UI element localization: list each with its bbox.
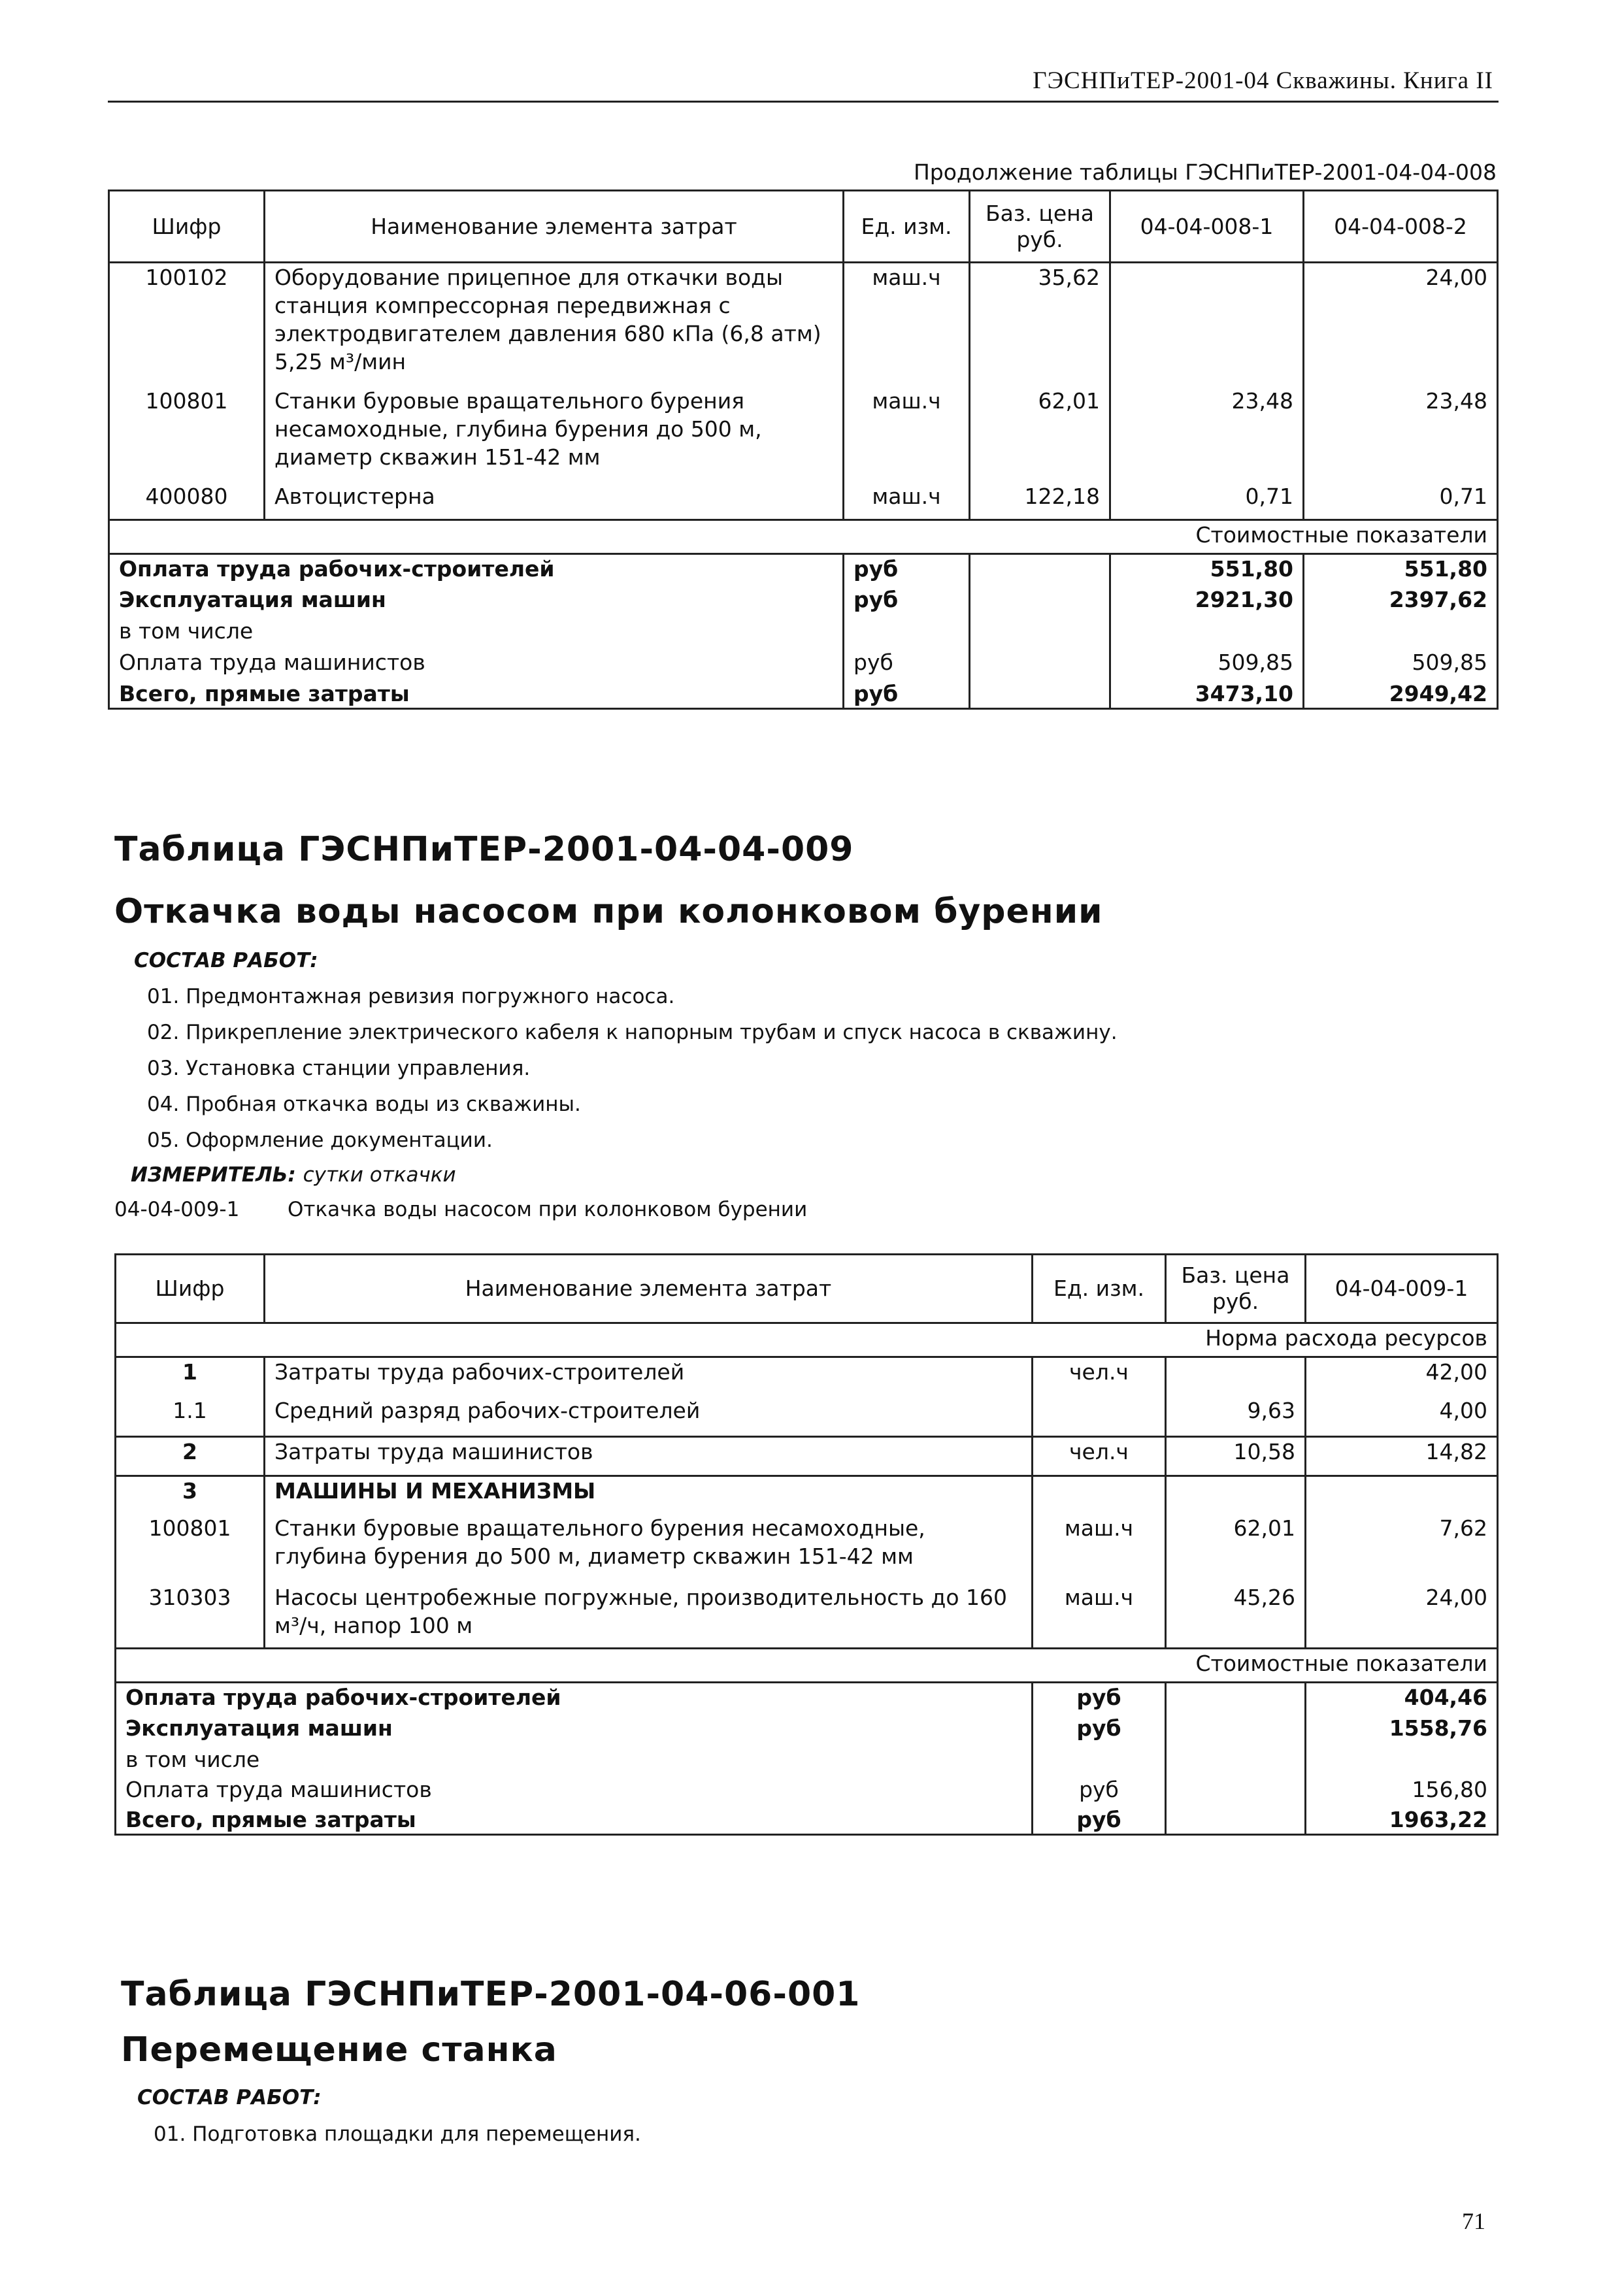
cost-indicators-row xyxy=(116,1649,1498,1683)
summary-value-1: 3473,10 xyxy=(1110,680,1304,709)
resource-table-04-04-009 xyxy=(114,1253,1499,1836)
summary-value-2: 551,80 xyxy=(1304,554,1498,586)
summary-row xyxy=(116,1775,1498,1806)
row-price: 122,18 xyxy=(970,482,1110,520)
summary-unit: руб xyxy=(844,680,970,709)
summary-name: Оплата труда машинистов xyxy=(125,1776,432,1802)
summary-name: в том числе xyxy=(125,1746,260,1772)
meter-value: сутки откачки xyxy=(303,1163,456,1187)
cost-indicators-row xyxy=(109,520,1498,554)
row-unit: чел.ч xyxy=(1033,1437,1166,1476)
works-label: СОСТАВ РАБОТ: xyxy=(137,2086,322,2109)
table-row xyxy=(109,263,1498,387)
summary-unit: руб xyxy=(1033,1806,1166,1835)
row-value-2: 24,00 xyxy=(1304,263,1498,387)
row-price: 62,01 xyxy=(970,387,1110,482)
running-header-text: ГЭСНПиТЕР-2001-04 Скважины. Книга II xyxy=(1033,67,1493,94)
work-item: 01. Предмонтажная ревизия погружного насоса. xyxy=(147,985,675,1008)
col-header-price: Баз. цена руб. xyxy=(1166,1255,1306,1323)
row-value-1: 24,00 xyxy=(1306,1583,1498,1649)
row-name: Оборудование прицепное для откачки воды станция компрессорная передвижная с электродвигателем давления 680 кПа (6,8 атм) 5,25 м³/мин xyxy=(265,263,844,387)
col-header-unit: Ед. изм. xyxy=(1033,1255,1166,1323)
row-value-1: 42,00 xyxy=(1306,1357,1498,1396)
norm-item-code: 04-04-009-1 xyxy=(114,1198,240,1221)
norm-header-row xyxy=(116,1323,1498,1357)
summary-name: Эксплуатация машин xyxy=(125,1715,393,1741)
summary-row xyxy=(116,1683,1498,1714)
row-name: Станки буровые вращательного бурения несамоходные, глубина бурения до 500 м, диаметр скважин 151-42 мм xyxy=(265,387,844,482)
summary-unit: руб xyxy=(844,586,970,617)
col-header-unit: Ед. изм. xyxy=(844,191,970,263)
summary-name: Всего, прямые затраты xyxy=(125,1806,416,1832)
row-value-1: 23,48 xyxy=(1110,387,1304,482)
work-item: 05. Оформление документации. xyxy=(147,1129,493,1152)
table-row xyxy=(116,1514,1498,1583)
summary-unit: руб xyxy=(1033,1683,1166,1714)
norm-header-label: Норма расхода ресурсов xyxy=(116,1323,1498,1357)
summary-name: Эксплуатация машин xyxy=(119,586,386,612)
table-row xyxy=(116,1357,1498,1396)
summary-row xyxy=(109,648,1498,680)
row-price: 9,63 xyxy=(1166,1396,1306,1437)
row-code: 2 xyxy=(116,1437,265,1476)
row-unit xyxy=(1033,1476,1166,1514)
row-value-1: 7,62 xyxy=(1306,1514,1498,1583)
resource-table-04-04-008 xyxy=(108,190,1499,710)
table-row xyxy=(109,482,1498,520)
cost-indicators-label: Стоимостные показатели xyxy=(116,1649,1498,1683)
summary-row xyxy=(109,554,1498,586)
col-header-code: Шифр xyxy=(116,1255,265,1323)
col-header-price: Баз. цена руб. xyxy=(970,191,1110,263)
summary-name: Оплата труда рабочих-строителей xyxy=(125,1685,561,1710)
summary-value-1: 2921,30 xyxy=(1110,586,1304,617)
row-price xyxy=(1166,1476,1306,1514)
row-value-2: 23,48 xyxy=(1304,387,1498,482)
summary-value-2: 509,85 xyxy=(1304,648,1498,680)
row-name: Затраты труда машинистов xyxy=(265,1437,1033,1476)
meter-label: ИЗМЕРИТЕЛЬ: xyxy=(131,1163,296,1187)
col-header-norm-1: 04-04-008-1 xyxy=(1110,191,1304,263)
row-name: МАШИНЫ И МЕХАНИЗМЫ xyxy=(265,1476,1033,1514)
summary-value-1: 156,80 xyxy=(1306,1775,1498,1806)
row-unit: маш.ч xyxy=(844,387,970,482)
summary-value-1: 1558,76 xyxy=(1306,1714,1498,1745)
work-item: 02. Прикрепление электрического кабеля к напорным трубам и спуск насоса в скважину. xyxy=(147,1021,1118,1044)
summary-unit: руб xyxy=(1033,1775,1166,1806)
section-title-04-04-009: Таблица ГЭСНПиТЕР-2001-04-04-009 xyxy=(114,830,854,869)
summary-row xyxy=(109,680,1498,709)
summary-name: Всего, прямые затраты xyxy=(119,680,410,706)
summary-value-2: 2397,62 xyxy=(1304,586,1498,617)
col-header-name: Наименование элемента затрат xyxy=(265,191,844,263)
row-unit: маш.ч xyxy=(844,482,970,520)
row-unit xyxy=(1033,1396,1166,1437)
col-header-norm-1: 04-04-009-1 xyxy=(1306,1255,1498,1323)
table-row xyxy=(116,1476,1498,1514)
row-name: Средний разряд рабочих-строителей xyxy=(265,1396,1033,1437)
summary-value-1: 404,46 xyxy=(1306,1683,1498,1714)
row-code: 100801 xyxy=(148,1515,231,1541)
table-header-row xyxy=(109,191,1498,263)
row-name: Затраты труда рабочих-строителей xyxy=(265,1357,1033,1396)
row-code: 310303 xyxy=(148,1584,231,1610)
row-code: 100801 xyxy=(145,388,228,414)
section-subtitle-04-06-001: Перемещение станка xyxy=(121,2030,557,2070)
row-code: 400080 xyxy=(145,483,228,509)
summary-value-2: 2949,42 xyxy=(1304,680,1498,709)
table-continuation-caption: Продолжение таблицы ГЭСНПиТЕР-2001-04-04-008 xyxy=(913,159,1497,185)
row-price: 62,01 xyxy=(1166,1514,1306,1583)
row-value-1: 0,71 xyxy=(1110,482,1304,520)
row-price: 35,62 xyxy=(970,263,1110,387)
summary-unit: руб xyxy=(844,648,970,680)
row-unit: маш.ч xyxy=(1033,1514,1166,1583)
norm-item-name: Откачка воды насосом при колонковом бурении xyxy=(288,1198,808,1221)
summary-name: Оплата труда машинистов xyxy=(119,649,425,675)
works-label: СОСТАВ РАБОТ: xyxy=(134,949,318,972)
row-price xyxy=(1166,1357,1306,1396)
row-code: 3 xyxy=(182,1478,197,1504)
summary-row xyxy=(116,1714,1498,1745)
running-header xyxy=(108,64,1499,103)
table-header-row xyxy=(116,1255,1498,1323)
row-value-2: 0,71 xyxy=(1304,482,1498,520)
row-name: Автоцистерна xyxy=(265,482,844,520)
meter-line xyxy=(131,1163,456,1187)
summary-name: в том числе xyxy=(119,618,254,644)
col-header-name: Наименование элемента затрат xyxy=(265,1255,1033,1323)
work-item: 01. Подготовка площадки для перемещения. xyxy=(154,2122,641,2146)
col-header-norm-2: 04-04-008-2 xyxy=(1304,191,1498,263)
row-name: Насосы центробежные погружные, производительность до 160 м³/ч, напор 100 м xyxy=(265,1583,1033,1649)
row-price: 10,58 xyxy=(1166,1437,1306,1476)
summary-value-1: 1963,22 xyxy=(1306,1806,1498,1835)
row-code: 1 xyxy=(182,1359,197,1385)
table-row xyxy=(116,1583,1498,1649)
row-code: 100102 xyxy=(145,265,228,290)
work-item: 04. Пробная откачка воды из скважины. xyxy=(147,1093,581,1116)
summary-row xyxy=(109,586,1498,617)
summary-value-1: 509,85 xyxy=(1110,648,1304,680)
row-code: 1.1 xyxy=(116,1396,265,1437)
summary-row xyxy=(116,1806,1498,1835)
row-value-1 xyxy=(1306,1476,1498,1514)
cost-indicators-label: Стоимостные показатели xyxy=(109,520,1498,554)
table-row xyxy=(116,1437,1498,1476)
table-row xyxy=(109,387,1498,482)
row-unit: маш.ч xyxy=(844,263,970,387)
row-name: Станки буровые вращательного бурения несамоходные, глубина бурения до 500 м, диаметр скважин 151-42 мм xyxy=(265,1514,1033,1583)
summary-unit: руб xyxy=(1033,1714,1166,1745)
row-value-1 xyxy=(1110,263,1304,387)
page-number: 71 xyxy=(1462,2208,1485,2234)
col-header-code: Шифр xyxy=(109,191,265,263)
table-row xyxy=(116,1396,1498,1437)
summary-row xyxy=(109,617,1498,648)
section-subtitle-04-04-009: Откачка воды насосом при колонковом бурении xyxy=(114,892,1103,931)
row-price: 45,26 xyxy=(1166,1583,1306,1649)
row-unit: маш.ч xyxy=(1033,1583,1166,1649)
work-item: 03. Установка станции управления. xyxy=(147,1057,531,1080)
summary-row xyxy=(116,1745,1498,1775)
summary-value-1: 551,80 xyxy=(1110,554,1304,586)
summary-unit: руб xyxy=(844,554,970,586)
row-unit: чел.ч xyxy=(1033,1357,1166,1396)
row-value-1: 4,00 xyxy=(1306,1396,1498,1437)
row-value-1: 14,82 xyxy=(1306,1437,1498,1476)
section-title-04-06-001: Таблица ГЭСНПиТЕР-2001-04-06-001 xyxy=(121,1975,861,2014)
summary-name: Оплата труда рабочих-строителей xyxy=(119,556,555,582)
